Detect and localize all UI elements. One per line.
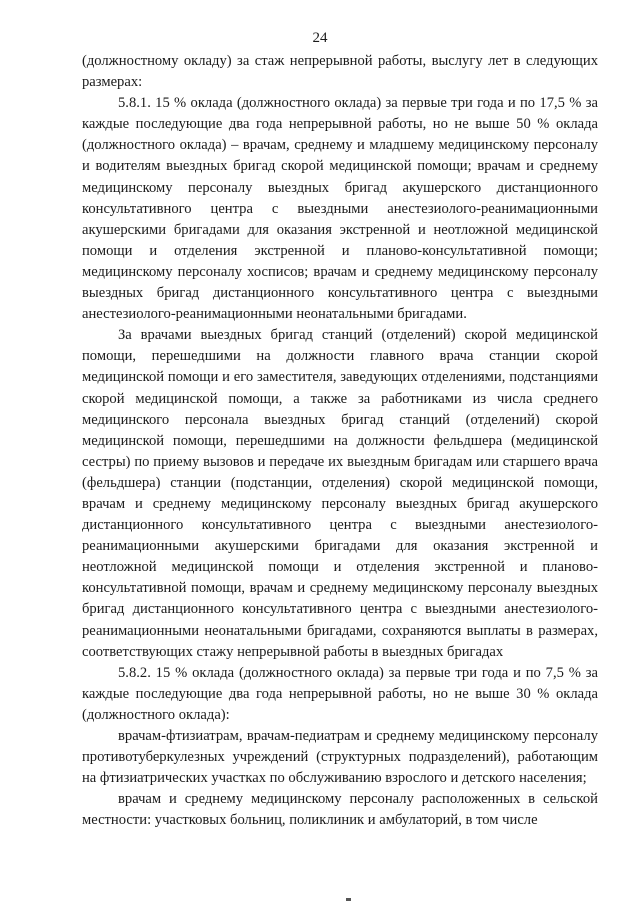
paragraph-ambulance-transfer: За врачами выездных бригад станций (отделений) скорой медицинской помощи, перешедшими на должности главного врача станции скорой медицинской помощи и его заместителя, заведующих отделениями, подстанциями скорой медицинской помощи, а также за работниками из числа среднего медицинского персонала выездных бригад станций (отделений) скорой медицинской помощи, перешедшими на должности фельдшера (медицинской сестры) по приему вызовов и передаче их выездным бригадам или старшего врача (фельдшера) станции (подстанции, отделения) скорой медицинской помощи, врачам и среднему медицинскому персоналу выездных бригад акушерского дистанционного консультативного центра с выездными анестезиолого-реанимационными акушерскими бригадами для оказания экстренной и неотложной медицинской помощи и отделения экстренной и планово-консультативной помощи, врачам и среднему медицинскому персоналу выездных бригад дистанционного консультативного центра с выездными анестезиолого-реанимационными неонатальными бригадами, сохраняются выплаты в размерах, соответствующих стажу непрерывной работы в выездных бригадах xyxy=(82,327,598,660)
scan-mark xyxy=(346,898,351,901)
page-number: 24 xyxy=(312,30,328,46)
paragraph-continuation: (должностному окладу) за стаж непрерывной работы, выслугу лет в следующих размерах: xyxy=(82,53,598,91)
paragraph-rural-staff: врачам и среднему медицинскому персоналу расположенных в сельской местности: участковых больниц, поликлиник и амбулаторий, в том числе xyxy=(82,791,598,829)
paragraph-phthisiatricians: врачам-фтизиатрам, врачам-педиатрам и среднему медицинскому персоналу противотуберкулезных учреждений (структурных подразделений), работающим на фтизиатрических участках по обслуживанию взрослого и детского населения; xyxy=(82,728,598,787)
paragraph-5-8-1: 5.8.1. 15 % оклада (должностного оклада) за первые три года и по 17,5 % за каждые последующие два года непрерывной работы, но не выше 50 % оклада (должностного оклада) – врачам, среднему и младшему медицинскому персоналу и водителям выездных бригад скорой медицинской помощи; врачам и среднему медицинскому персоналу выездных бригад акушерского дистанционного консультативного центра с выездными анестезиолого-реанимационными акушерскими бригадами для оказания экстренной и неотложной медицинской помощи и отделения экстренной и планово-консультативной помощи; медицинскому персоналу хосписов; врачам и среднему медицинскому персоналу выездных бригад дистанционного консультативного центра с выездными анестезиолого-реанимационными неонатальными бригадами. xyxy=(82,95,598,323)
paragraph-5-8-2: 5.8.2. 15 % оклада (должностного оклада) за первые три года и по 7,5 % за каждые последующие два года непрерывной работы, но не выше 30 % оклада (должностного оклада): xyxy=(82,664,598,723)
document-body xyxy=(82,51,598,831)
